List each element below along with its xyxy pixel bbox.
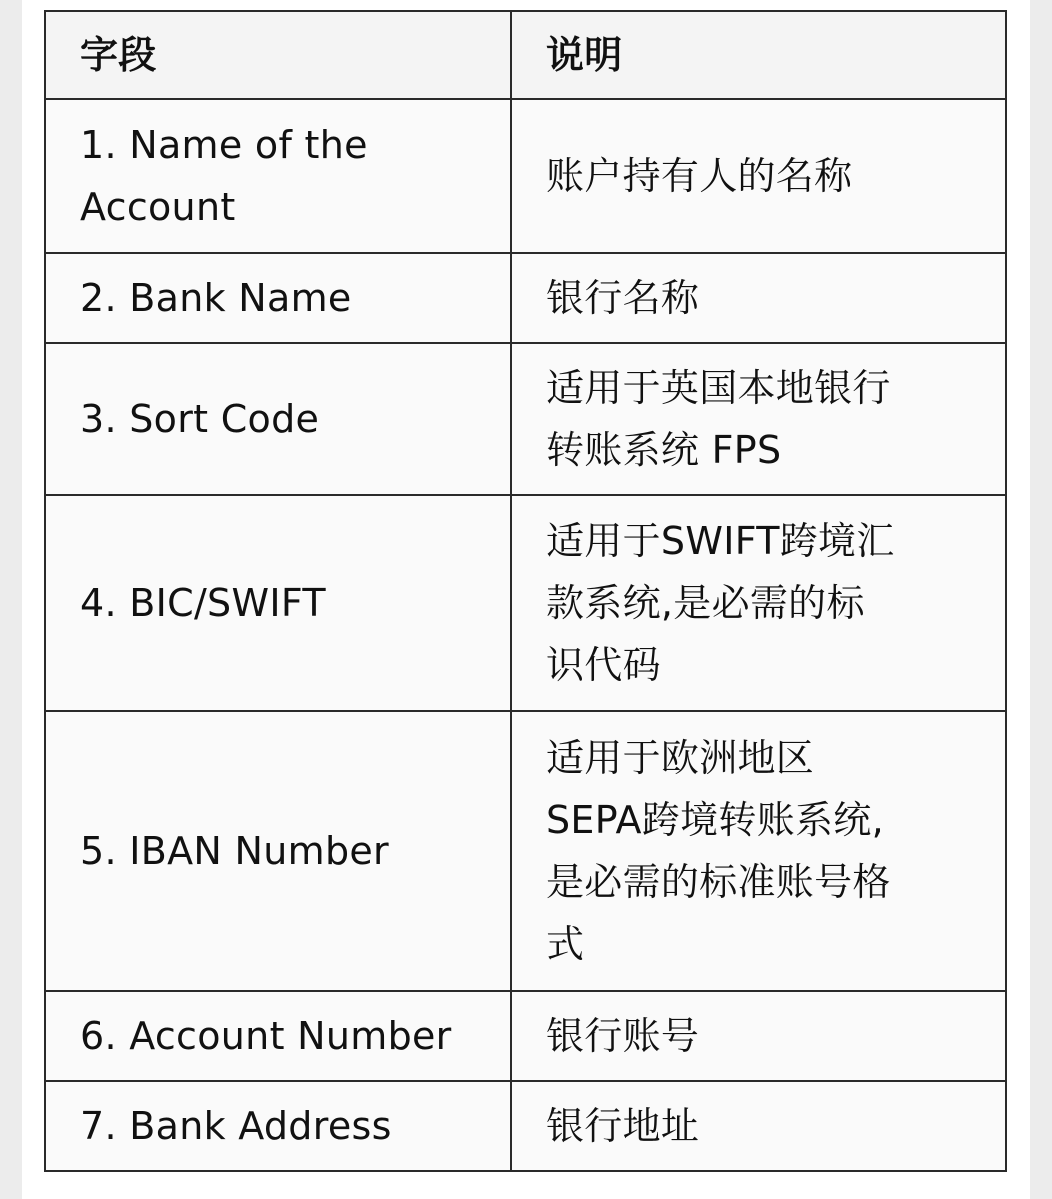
description-cell: [511, 99, 1006, 253]
table-row: [45, 991, 1006, 1081]
field-cell: [45, 991, 511, 1081]
header-description: 说明: [511, 11, 1006, 99]
table-row: [45, 343, 1006, 495]
description-cell: [511, 711, 1006, 991]
table-row: [45, 711, 1006, 991]
field-label: 3. Sort Code: [80, 397, 320, 441]
field-label: 1. Name of the Account: [80, 123, 368, 229]
description-cell: [511, 991, 1006, 1081]
field-cell: [45, 711, 511, 991]
description-cell: [511, 1081, 1006, 1171]
field-cell: [45, 343, 511, 495]
field-cell: [45, 253, 511, 343]
description-text: 适用于英国本地银行 转账系统 FPS: [546, 366, 891, 472]
field-cell: [45, 1081, 511, 1171]
table-row: [45, 1081, 1006, 1171]
table-row: [45, 99, 1006, 253]
description-cell: [511, 253, 1006, 343]
account-fields-table: [44, 10, 1007, 1172]
field-label: 6. Account Number: [80, 1014, 452, 1058]
field-label: 7. Bank Address: [80, 1104, 392, 1148]
description-cell: [511, 495, 1006, 711]
field-label: 5. IBAN Number: [80, 829, 389, 873]
description-cell: [511, 343, 1006, 495]
description-text: 银行名称: [546, 276, 700, 320]
field-label: 2. Bank Name: [80, 276, 352, 320]
header-field: 字段: [45, 11, 511, 99]
description-text: 适用于SWIFT跨境汇 款系统,是必需的标 识代码: [546, 519, 895, 687]
description-text: 适用于欧洲地区 SEPA跨境转账系统, 是必需的标准账号格 式: [546, 736, 891, 966]
description-text: 银行地址: [546, 1104, 700, 1148]
field-cell: [45, 99, 511, 253]
table-row: [45, 495, 1006, 711]
table-row: [45, 253, 1006, 343]
description-text: 账户持有人的名称: [546, 154, 853, 198]
table-header-row: [45, 11, 1006, 99]
description-text: 银行账号: [546, 1014, 700, 1058]
field-cell: [45, 495, 511, 711]
field-label: 4. BIC/SWIFT: [80, 581, 326, 625]
